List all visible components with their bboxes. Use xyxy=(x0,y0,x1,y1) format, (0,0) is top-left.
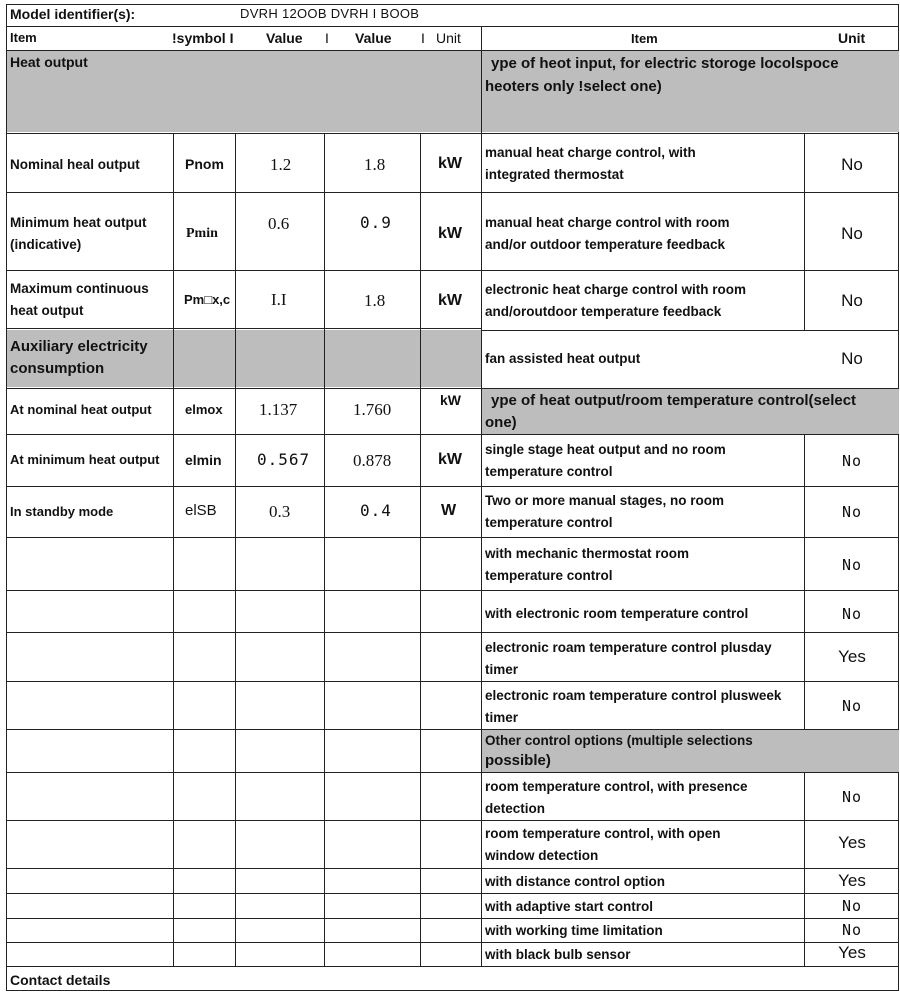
right-row-11-label: room temperature control, with presence detection xyxy=(485,779,748,816)
right-row-16-label: with black bulb sensor xyxy=(485,947,631,962)
standby-value-1: 0.3 xyxy=(269,502,291,521)
maximum-heat-output-symbol: Pm□x,c xyxy=(184,292,231,307)
at-nominal-value-2: 1.760 xyxy=(353,400,392,419)
right-row-12-label: room temperature control, with open window detection xyxy=(485,826,721,863)
model-identifier-label: Model identifier(s): xyxy=(10,6,136,22)
header-value-1: Value xyxy=(266,30,303,46)
right-row-5-value: No xyxy=(841,452,863,470)
at-nominal-value-1: 1.137 xyxy=(259,400,298,419)
right-row-13-label: with distance control option xyxy=(485,874,665,889)
right-row-14-label: with adaptive start control xyxy=(485,899,654,914)
nominal-heat-output-label: Nominal heal output xyxy=(10,157,140,172)
minimum-heat-output-label: Minimum heat output (indicative) xyxy=(10,215,147,252)
at-minimum-label: At minimum heat output xyxy=(10,452,160,467)
maximum-heat-output-unit: kW xyxy=(438,292,462,309)
right-row-4-value: No xyxy=(841,349,863,368)
nominal-heat-output-value-1: 1.2 xyxy=(270,155,292,174)
right-row-2-label: manual heat charge control with room and/or outdoor temperature feedback xyxy=(485,215,730,252)
nominal-heat-output-symbol: Pnom xyxy=(185,156,224,172)
heat-output-section-title: Heat output xyxy=(10,54,88,70)
right-row-13-value: Yes xyxy=(838,871,866,890)
right-row-6-label: Two or more manual stages, no room temperature control xyxy=(485,493,725,530)
right-row-1-value: No xyxy=(841,155,863,174)
right-row-8-label: with electronic room temperature control xyxy=(485,606,749,621)
right-row-9-value: Yes xyxy=(838,647,866,666)
maximum-heat-output-value-1: I.I xyxy=(271,290,287,309)
at-nominal-symbol: elmox xyxy=(185,402,223,417)
right-row-11-value: No xyxy=(841,788,863,806)
at-minimum-value-2: 0.878 xyxy=(353,451,392,470)
header-right-unit: Unit xyxy=(838,30,866,46)
at-minimum-value-1: 0.567 xyxy=(257,450,311,469)
right-row-9-label: electronic roam temperature control plusday timer xyxy=(485,640,772,677)
standby-symbol: elSB xyxy=(185,502,217,519)
model-identifiers-value: DVRH 12OOB DVRH I BOOB xyxy=(240,6,420,21)
right-row-4-label: fan assisted heat output xyxy=(485,351,641,366)
at-nominal-label: At nominal heat output xyxy=(10,402,152,417)
right-row-5-label: single stage heat output and no room temperature control xyxy=(485,442,726,479)
right-row-10-value: No xyxy=(841,697,863,715)
nominal-heat-output-value-2: 1.8 xyxy=(364,155,386,174)
right-row-3-value: No xyxy=(841,291,863,310)
heat-control-section-title: ype of heat output/room temperature control(select one) xyxy=(485,392,857,431)
other-options-section-title: Other control options (multiple selections possible) xyxy=(485,733,753,769)
minimum-heat-output-symbol: Pmin xyxy=(186,226,218,241)
header-symbol: !symbol I xyxy=(172,30,234,46)
minimum-heat-output-value-2: 0.9 xyxy=(360,213,392,232)
at-minimum-symbol: elmin xyxy=(185,452,222,468)
right-row-2-value: No xyxy=(841,224,863,243)
right-row-10-label: electronic roam temperature control plusweek timer xyxy=(485,688,782,725)
maximum-heat-output-label: Maximum continuous heat output xyxy=(10,281,149,318)
right-row-3-label: electronic heat charge control with room and/oroutdoor temperature feedback xyxy=(485,282,747,319)
header-unit: Unit xyxy=(436,30,461,46)
right-row-6-value: No xyxy=(841,503,863,521)
right-row-15-value: No xyxy=(841,921,863,939)
standby-label: In standby mode xyxy=(10,504,114,519)
header-sep-2: I xyxy=(421,30,425,46)
contact-details-label: Contact details xyxy=(10,972,111,988)
heat-input-section-title: ype of heot input, for electric storoge locolspoce heoters only !select one) xyxy=(485,55,839,95)
maximum-heat-output-value-2: 1.8 xyxy=(364,291,386,310)
header-right-item: Item xyxy=(631,31,658,46)
standby-value-2: 0.4 xyxy=(360,501,392,520)
right-row-7-value: No xyxy=(841,556,863,574)
right-row-1-label: manual heat charge control, with integrated thermostat xyxy=(485,145,696,182)
auxiliary-electricity-section-title: Auxiliary electricity consumption xyxy=(10,338,148,377)
at-nominal-unit: kW xyxy=(440,392,461,408)
standby-unit: W xyxy=(441,502,457,519)
minimum-heat-output-value-1: 0.6 xyxy=(268,214,290,233)
header-item: Item xyxy=(10,30,37,45)
right-row-14-value: No xyxy=(841,897,863,915)
right-row-7-label: with mechanic thermostat room temperature control xyxy=(485,546,690,583)
at-minimum-unit: kW xyxy=(438,451,462,468)
nominal-heat-output-unit: kW xyxy=(438,155,462,172)
right-row-8-value: No xyxy=(841,605,863,623)
minimum-heat-output-unit: kW xyxy=(438,225,462,242)
energy-label-table xyxy=(6,4,899,991)
right-row-12-value: Yes xyxy=(838,833,866,852)
header-sep-1: I xyxy=(325,30,329,46)
header-value-2: Value xyxy=(355,30,392,46)
right-row-16-value: Yes xyxy=(838,943,866,962)
right-row-15-label: with working time limitation xyxy=(485,923,663,938)
